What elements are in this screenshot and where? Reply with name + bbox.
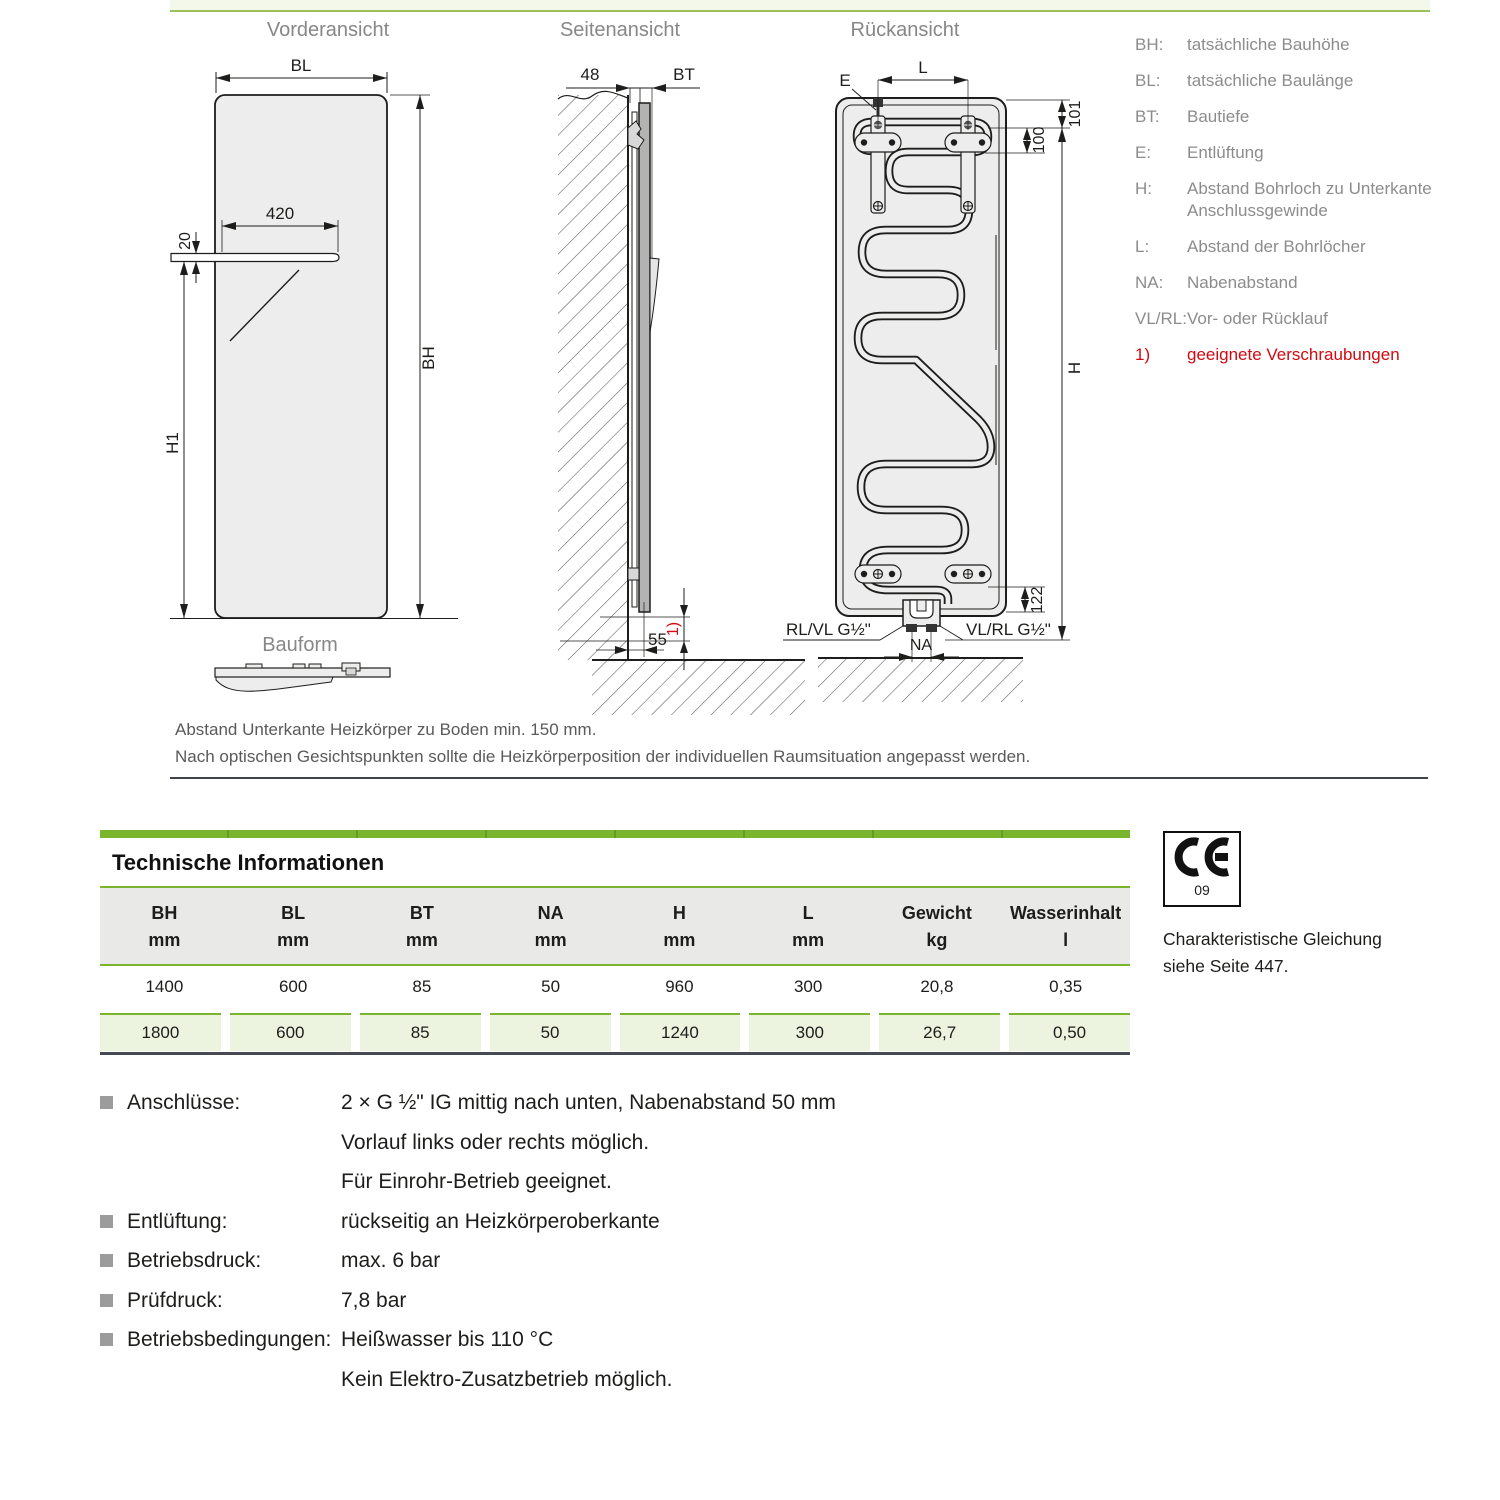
spec-bullet-spacer xyxy=(100,1360,127,1400)
top-strip xyxy=(170,0,1430,10)
table-cell: 1240 xyxy=(620,1013,741,1051)
bauform-profile xyxy=(215,663,390,691)
table-header-row xyxy=(100,888,1130,964)
bullet-square-icon xyxy=(100,1215,113,1228)
table-cell: 0,50 xyxy=(1009,1013,1130,1051)
table-bar-segment xyxy=(358,830,485,838)
column-label: BT xyxy=(409,903,434,923)
table-row xyxy=(100,1013,1130,1051)
bullet-square-icon xyxy=(100,1096,113,1109)
legend-item xyxy=(1135,272,1465,294)
spec-value: Kein Elektro-Zusatzbetrieb möglich. xyxy=(341,1367,673,1391)
side-view-drawing xyxy=(558,65,805,715)
spec-list xyxy=(100,1083,1100,1399)
table-cell: 50 xyxy=(490,1013,611,1051)
front-dim-bh: BH xyxy=(419,346,438,370)
legend-abbr: BL: xyxy=(1135,71,1161,90)
rear-dim-na: NA xyxy=(909,637,933,654)
table-column-header xyxy=(873,900,1002,954)
legend-abbr: E: xyxy=(1135,143,1152,162)
table-column-header xyxy=(100,900,229,954)
table-row xyxy=(100,966,1130,1008)
table-top-bar xyxy=(100,830,1130,838)
legend-abbr: BH: xyxy=(1135,35,1164,54)
table-column-header xyxy=(744,900,873,954)
column-label: H xyxy=(672,903,686,923)
front-view-title: Vorderansicht xyxy=(266,19,390,41)
legend-desc: Abstand der Bohrlöcher xyxy=(1187,237,1366,256)
spec-value: 7,8 bar xyxy=(341,1288,407,1312)
ce-mark-icon xyxy=(1167,833,1237,881)
column-unit: mm xyxy=(792,930,825,950)
front-dim-20: 20 xyxy=(177,232,194,250)
rear-view-drawing xyxy=(783,58,1084,702)
table-bar-segment xyxy=(874,830,1001,838)
spec-value: rückseitig an Heizkörperoberkante xyxy=(341,1209,660,1233)
legend-abbr: 1) xyxy=(1135,345,1151,364)
section-divider xyxy=(170,777,1428,779)
rear-dim-101: 101 xyxy=(1067,100,1084,128)
bullet-square-icon xyxy=(100,1294,113,1307)
ce-note-line: Charakteristische Gleichung xyxy=(1163,929,1382,949)
column-unit: mm xyxy=(148,930,181,950)
rear-bottom-fitting xyxy=(903,600,940,632)
ce-note xyxy=(1163,926,1443,980)
legend-item xyxy=(1135,236,1465,258)
spec-value: 2 × G ½" IG mittig nach unten, Nabenabstand 50 mm xyxy=(341,1091,836,1114)
spec-label xyxy=(127,1162,341,1202)
legend-abbr: VL/RL: xyxy=(1135,309,1187,328)
table-bar-segment xyxy=(1003,830,1130,838)
table-column-header xyxy=(1001,900,1130,954)
table-bar-segment xyxy=(229,830,356,838)
spec-value: max. 6 bar xyxy=(341,1249,441,1272)
spec-label xyxy=(127,1123,341,1163)
note-line: Nach optischen Gesichtspunkten sollte die Heizkörperposition der individuellen Raumsituation angepasst werden. xyxy=(175,747,1031,766)
front-view-drawing xyxy=(163,56,458,691)
rear-dim-h: H xyxy=(1065,361,1084,375)
side-view-title: Seitenansicht xyxy=(559,19,681,41)
column-unit: mm xyxy=(277,930,310,950)
spec-label xyxy=(127,1360,341,1400)
column-label: NA xyxy=(537,903,564,923)
legend-abbr: H: xyxy=(1135,179,1152,198)
legend-desc: tatsächliche Bauhöhe xyxy=(1187,35,1350,54)
rear-dim-e: E xyxy=(839,71,851,90)
column-label: L xyxy=(802,903,814,923)
spec-value: Vorlauf links oder rechts möglich. xyxy=(341,1130,650,1154)
legend-item xyxy=(1135,142,1465,164)
table-column-header xyxy=(229,900,358,954)
table-cell: 300 xyxy=(749,1013,870,1051)
spec-bullet xyxy=(100,1083,127,1123)
legend-item xyxy=(1135,308,1465,330)
table-column-header xyxy=(486,900,615,954)
table-cell: 85 xyxy=(412,977,432,996)
column-label: BH xyxy=(151,903,178,923)
column-label: Wasserinhalt xyxy=(1009,903,1122,923)
spec-value: Heißwasser bis 110 °C xyxy=(341,1328,554,1351)
table-bar-segment xyxy=(616,830,743,838)
top-green-rule xyxy=(170,10,1430,12)
legend-item xyxy=(1135,34,1465,56)
table-cell: 50 xyxy=(541,977,561,996)
column-unit: mm xyxy=(534,930,567,950)
column-unit: kg xyxy=(926,930,948,950)
side-dim-bt: BT xyxy=(673,65,695,84)
note-line: Abstand Unterkante Heizkörper zu Boden min. 150 mm. xyxy=(175,720,597,739)
spec-bullet-spacer xyxy=(100,1162,127,1202)
rear-conn-left-label: RL/VL G½" xyxy=(786,620,871,639)
legend-desc: Vor- oder Rücklauf xyxy=(1187,309,1328,328)
front-dim-420: 420 xyxy=(265,204,295,223)
legend-abbr: BT: xyxy=(1135,107,1160,126)
column-unit: mm xyxy=(405,930,438,950)
side-dim-48: 48 xyxy=(580,65,600,84)
table-cell: 960 xyxy=(665,977,694,996)
side-footnote-marker: 1) xyxy=(665,621,682,637)
spec-label: Entlüftung: xyxy=(127,1209,228,1233)
spec-bullet xyxy=(100,1202,127,1242)
ce-code: 09 xyxy=(1194,882,1210,898)
legend-desc: Bautiefe xyxy=(1187,107,1250,126)
table-column-header xyxy=(615,900,744,954)
table-cell: 600 xyxy=(278,977,308,996)
legend-desc: tatsächliche Baulänge xyxy=(1187,71,1354,90)
column-unit: mm xyxy=(663,930,696,950)
spec-label: Betriebsbedingungen: xyxy=(127,1328,332,1351)
table-cell: 20,8 xyxy=(920,977,954,996)
legend-desc: Abstand Bohrloch zu Unterkante Anschlussgewinde xyxy=(1187,179,1432,220)
table-cell: 1800 xyxy=(100,1013,221,1051)
ce-mark xyxy=(1163,831,1241,907)
spec-bullet-spacer xyxy=(100,1123,127,1163)
ce-note-line: siehe Seite 447. xyxy=(1163,956,1289,976)
legend-item xyxy=(1135,106,1465,128)
legend-desc: geeignete Verschraubungen xyxy=(1187,345,1400,364)
bauform-label: Bauform xyxy=(262,634,338,656)
column-label: Gewicht xyxy=(901,903,972,923)
table-title: Technische Informationen xyxy=(112,850,385,875)
side-dim-55: 55 xyxy=(648,630,667,649)
table-cell: 26,7 xyxy=(879,1013,1000,1051)
spec-bullet xyxy=(100,1241,127,1281)
rear-dim-122: 122 xyxy=(1029,586,1046,614)
legend-item xyxy=(1135,178,1465,222)
bullet-square-icon xyxy=(100,1333,113,1346)
technical-info-table xyxy=(100,830,1130,1055)
legend-item xyxy=(1135,70,1465,92)
rear-dim-l: L xyxy=(918,58,928,77)
front-dim-bl: BL xyxy=(290,56,312,75)
front-dim-h1: H1 xyxy=(163,432,182,454)
legend-abbr: L: xyxy=(1135,237,1150,256)
bullet-square-icon xyxy=(100,1254,113,1267)
column-label: BL xyxy=(281,903,306,923)
table-bar-segment xyxy=(487,830,614,838)
legend xyxy=(1135,34,1465,380)
drawing-notes xyxy=(175,716,1275,770)
table-cell: 0,35 xyxy=(1049,977,1083,996)
spec-label: Anschlüsse: xyxy=(127,1091,241,1114)
spec-bullet xyxy=(100,1320,127,1360)
table-cell: 1400 xyxy=(145,977,184,996)
rear-dim-100: 100 xyxy=(1031,126,1048,154)
table-bar-segment xyxy=(100,830,227,838)
legend-desc: Entlüftung xyxy=(1187,143,1264,162)
table-cell: 85 xyxy=(360,1013,481,1051)
table-cell: 300 xyxy=(793,977,823,996)
spec-bullet xyxy=(100,1281,127,1321)
rear-conn-right-label: VL/RL G½" xyxy=(966,620,1051,639)
rear-view-title: Rückansicht xyxy=(850,19,960,41)
table-cell: 600 xyxy=(230,1013,351,1051)
technical-drawings xyxy=(150,15,1130,725)
spec-label: Betriebsdruck: xyxy=(127,1249,262,1272)
column-unit: l xyxy=(1063,930,1069,950)
table-column-header xyxy=(358,900,487,954)
table-bar-segment xyxy=(745,830,872,838)
spec-value: Für Einrohr-Betrieb geeignet. xyxy=(341,1170,612,1193)
spec-label: Prüfdruck: xyxy=(127,1288,223,1312)
legend-abbr: NA: xyxy=(1135,273,1164,292)
legend-desc: Nabenabstand xyxy=(1187,273,1298,292)
legend-item xyxy=(1135,344,1465,366)
table-bottom-rule xyxy=(100,1052,1130,1055)
